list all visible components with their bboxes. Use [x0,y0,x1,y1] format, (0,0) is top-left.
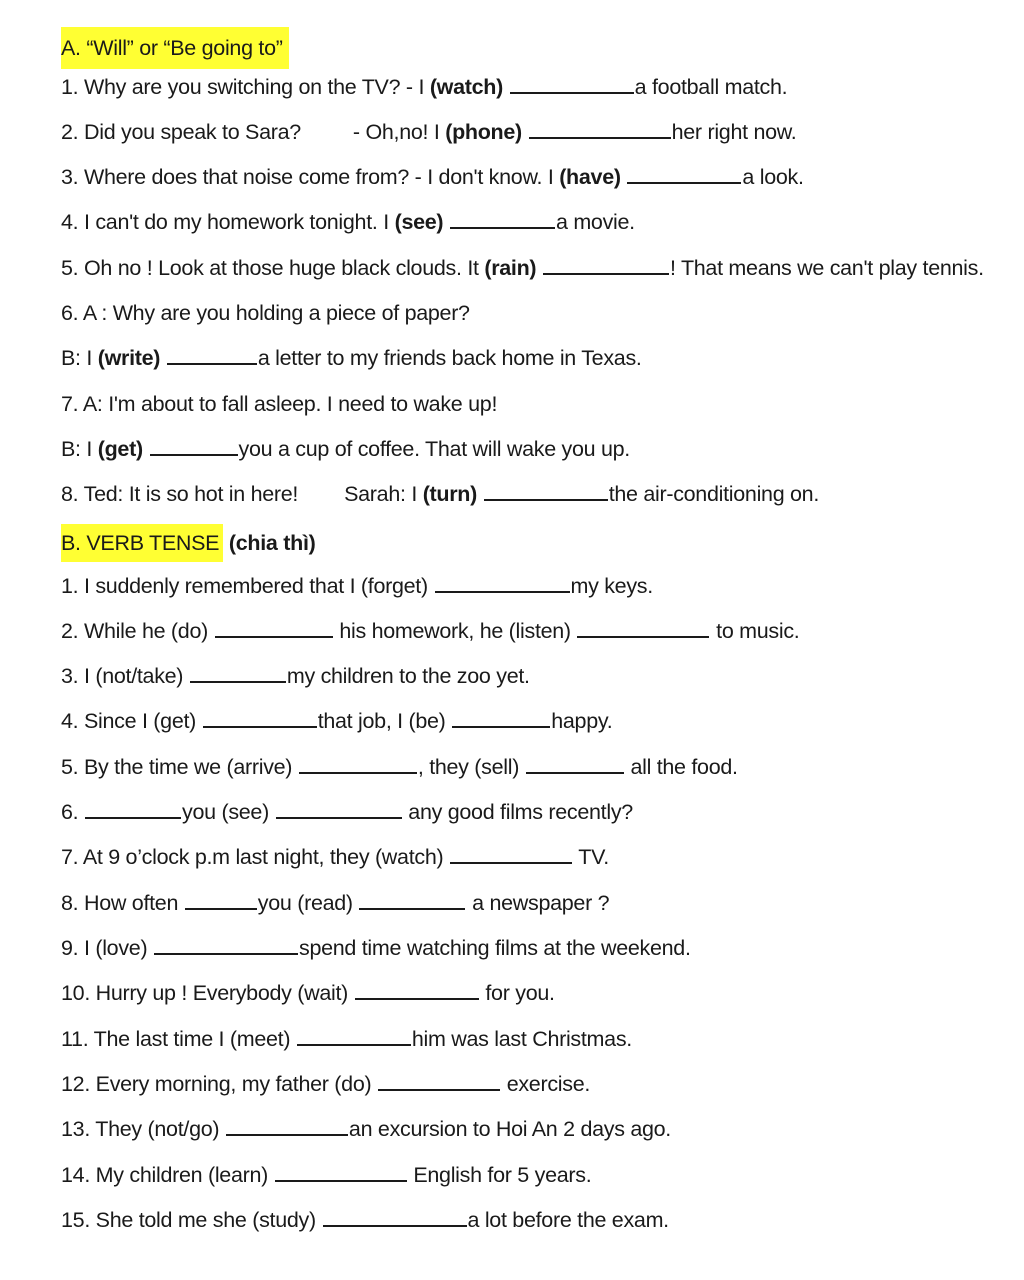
answer-blank[interactable] [529,136,671,139]
verb-cue: (get) [97,437,143,461]
exercise-b-10: 10. Hurry up ! Everybody (wait) for you. [61,981,555,1005]
exercise-a-7-answer: B: I (get) you a cup of coffee. That will wake you up. [61,437,630,461]
answer-blank[interactable] [355,997,479,1000]
section-a-heading [61,27,289,69]
answer-blank[interactable] [484,498,608,501]
verb-cue: (phone) [445,120,522,144]
answer-blank[interactable] [167,362,257,365]
verb-cue: (turn) [422,482,477,506]
verb-cue: (have) [559,165,621,189]
answer-blank[interactable] [185,907,257,910]
exercise-b-5: 5. By the time we (arrive) , they (sell) all the food. [61,755,738,779]
exercise-a-6-question: 6. A : Why are you holding a piece of paper? [61,301,470,325]
exercise-b-3: 3. I (not/take) my children to the zoo yet. [61,664,530,688]
exercise-a-2: 2. Did you speak to Sara? - Oh,no! I (phone) her right now. [61,120,797,144]
exercise-b-9: 9. I (love) spend time watching films at the weekend. [61,936,691,960]
verb-cue: (see) [394,210,444,234]
answer-blank[interactable] [154,952,298,955]
answer-blank[interactable] [203,725,317,728]
answer-blank[interactable] [435,590,570,593]
answer-blank[interactable] [190,680,286,683]
exercise-a-6-answer: B: I (write) a letter to my friends back home in Texas. [61,346,642,370]
verb-cue: (rain) [484,256,537,280]
answer-blank[interactable] [299,771,417,774]
answer-blank[interactable] [215,635,333,638]
verb-cue: (watch) [429,75,503,99]
answer-blank[interactable] [226,1133,348,1136]
answer-blank[interactable] [510,91,634,94]
answer-blank[interactable] [452,725,550,728]
exercise-a-1: 1. Why are you switching on the TV? - I (watch) a football match. [61,75,788,99]
answer-blank[interactable] [450,861,572,864]
answer-blank[interactable] [627,181,741,184]
section-b-title: B. VERB TENSE [61,524,223,562]
exercise-b-13: 13. They (not/go) an excursion to Hoi An 2 days ago. [61,1117,671,1141]
section-b-subtitle: (chia thì) [228,531,316,555]
exercise-b-4: 4. Since I (get) that job, I (be) happy. [61,709,613,733]
section-b-heading [61,524,315,562]
exercise-b-7: 7. At 9 o’clock p.m last night, they (watch) TV. [61,845,609,869]
answer-blank[interactable] [85,816,181,819]
exercise-b-14: 14. My children (learn) English for 5 years. [61,1163,592,1187]
answer-blank[interactable] [543,272,669,275]
exercise-a-4: 4. I can't do my homework tonight. I (see) a movie. [61,210,635,234]
answer-blank[interactable] [359,907,465,910]
exercise-b-12: 12. Every morning, my father (do) exercise. [61,1072,591,1096]
exercise-a-8: 8. Ted: It is so hot in here! Sarah: I (turn) the air-conditioning on. [61,482,820,506]
answer-blank[interactable] [526,771,624,774]
answer-blank[interactable] [276,816,402,819]
exercise-b-11: 11. The last time I (meet) him was last Christmas. [61,1027,632,1051]
answer-blank[interactable] [275,1179,407,1182]
exercise-a-5: 5. Oh no ! Look at those huge black clouds. It (rain) ! That means we can't play tennis. [61,256,984,280]
answer-blank[interactable] [150,453,238,456]
exercise-b-6: 6. you (see) any good films recently? [61,800,633,824]
exercise-b-15: 15. She told me she (study) a lot before the exam. [61,1208,669,1232]
answer-blank[interactable] [378,1088,500,1091]
answer-blank[interactable] [323,1224,467,1227]
answer-blank[interactable] [450,226,555,229]
exercise-b-2: 2. While he (do) his homework, he (listen) to music. [61,619,800,643]
exercise-a-3: 3. Where does that noise come from? - I don't know. I (have) a look. [61,165,804,189]
exercise-b-1: 1. I suddenly remembered that I (forget) my keys. [61,574,653,598]
section-a-title: A. “Will” or “Be going to” [61,27,289,69]
exercise-a-7-question: 7. A: I'm about to fall asleep. I need to wake up! [61,392,498,416]
answer-blank[interactable] [577,635,709,638]
answer-blank[interactable] [297,1043,411,1046]
verb-cue: (write) [97,346,161,370]
exercise-b-8: 8. How often you (read) a newspaper ? [61,891,610,915]
